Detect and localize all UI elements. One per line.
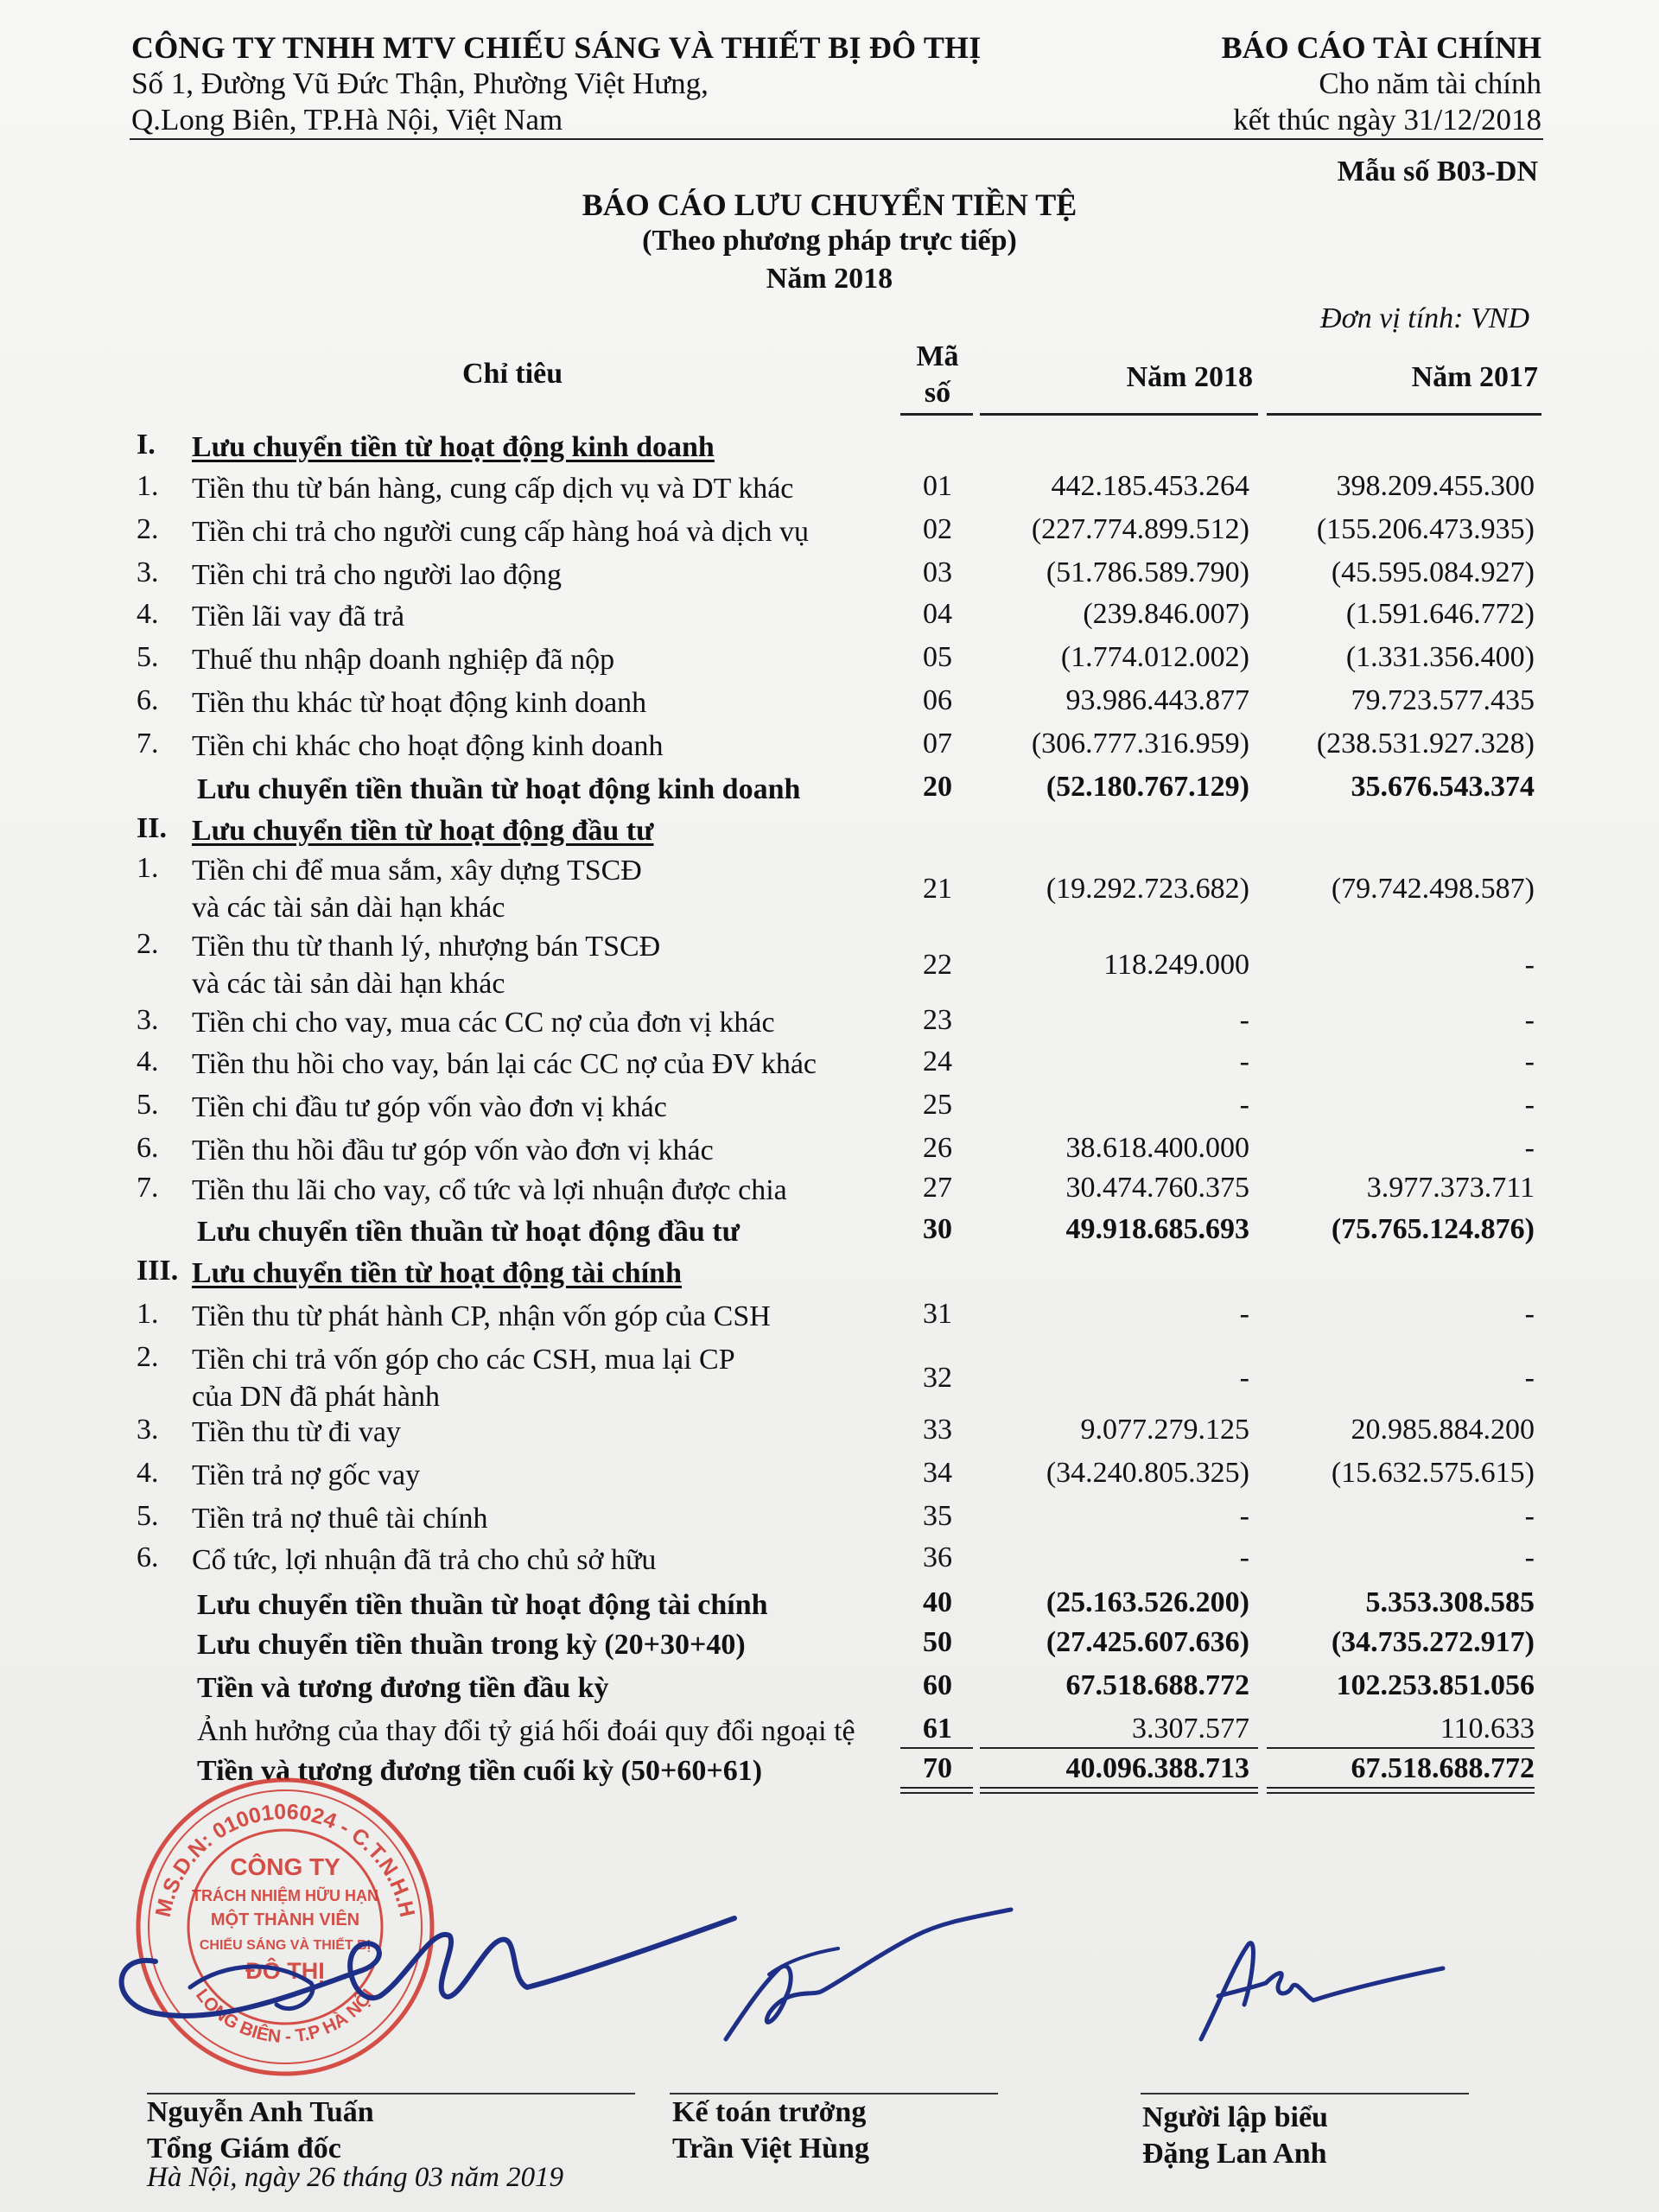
preparer-name: Đặng Lan Anh xyxy=(1142,2138,1327,2170)
row-label-line1: Tiền chi đầu tư góp vốn vào đơn vị khác xyxy=(192,1091,667,1123)
row-label-line1: Ảnh hưởng của thay đổi tỷ giá hối đoái quy đổi ngoại tệ xyxy=(197,1715,855,1747)
row-label-line1: Thuế thu nhập doanh nghiệp đã nộp xyxy=(192,644,615,676)
row-code: 36 xyxy=(923,1541,952,1573)
value-2017: 398.209.455.300 xyxy=(1336,470,1535,502)
report-period-line1: Cho năm tài chính xyxy=(1319,67,1541,100)
row-code: 31 xyxy=(923,1298,952,1330)
total-double-rule-2018-2 xyxy=(980,1792,1258,1794)
value-2018: - xyxy=(1239,1298,1249,1330)
value-2017: (79.742.498.587) xyxy=(1331,873,1535,905)
seal-bottom-text: LONG BIÊN - T.P HÀ NỘI xyxy=(192,1985,378,2047)
preparer-block xyxy=(1142,2100,1328,2172)
row-number: 3. xyxy=(137,556,159,588)
row-label-line2: và các tài sản dài hạn khác xyxy=(192,968,505,1000)
report-header xyxy=(1222,29,1541,138)
column-header-2018: Năm 2018 xyxy=(1126,361,1253,393)
column-header-2017: Năm 2017 xyxy=(1411,361,1538,393)
report-period-line2: kết thúc ngày 31/12/2018 xyxy=(1233,103,1541,137)
signing-date: Hà Nội, ngày 26 tháng 03 năm 2019 xyxy=(147,2162,564,2193)
currency-unit: Đơn vị tính: VND xyxy=(1320,302,1529,334)
statement-year: Năm 2018 xyxy=(766,263,893,295)
value-2017: - xyxy=(1524,1500,1535,1532)
row-label xyxy=(192,684,900,721)
director-name: Nguyễn Anh Tuấn xyxy=(147,2096,374,2128)
row-label xyxy=(192,1341,900,1415)
row-label xyxy=(197,1213,906,1250)
row-code: 02 xyxy=(923,513,952,545)
value-2017: - xyxy=(1524,1089,1535,1121)
row-code: 27 xyxy=(923,1172,952,1204)
value-2018: - xyxy=(1239,1500,1249,1532)
value-2017: (34.735.272.917) xyxy=(1331,1626,1535,1658)
total-double-rule-code-2 xyxy=(900,1792,973,1794)
row-code: 22 xyxy=(923,949,952,981)
value-2017: (45.595.084.927) xyxy=(1331,556,1535,588)
seal-ring-text: M.S.D.N: 0100106024 - C.T.N.H.H xyxy=(150,1799,420,1920)
row-number: 5. xyxy=(137,1089,159,1121)
seal-line3: MỘT THÀNH VIÊN xyxy=(210,1910,360,1929)
value-2018: (34.240.805.325) xyxy=(1046,1457,1249,1489)
row-label-line1: Tiền thu khác từ hoạt động kinh doanh xyxy=(192,687,647,719)
statement-method: (Theo phương pháp trực tiếp) xyxy=(642,225,1017,257)
row-label xyxy=(192,1132,900,1169)
row-label xyxy=(197,1669,906,1707)
value-2018: - xyxy=(1239,1362,1249,1394)
row-label xyxy=(192,728,900,765)
column-header-code xyxy=(899,339,976,411)
value-2017: - xyxy=(1524,1046,1535,1077)
preparer-signature xyxy=(1192,1901,1452,2056)
row-label-line1: Lưu chuyển tiền từ hoạt động đầu tư xyxy=(192,815,654,847)
row-label xyxy=(192,429,900,466)
value-2018: 38.618.400.000 xyxy=(1065,1132,1249,1164)
chief-accountant-signature xyxy=(709,1901,1037,2056)
value-2017: - xyxy=(1524,1362,1535,1394)
company-address-line2: Q.Long Biên, TP.Hà Nội, Việt Nam xyxy=(131,103,563,137)
value-2018: (239.846.007) xyxy=(1083,598,1249,630)
row-code: 03 xyxy=(923,556,952,588)
row-label xyxy=(192,1089,900,1126)
row-label xyxy=(192,1004,900,1041)
row-number: 5. xyxy=(137,641,159,673)
row-code: 34 xyxy=(923,1457,952,1489)
value-2018: (52.180.767.129) xyxy=(1046,771,1249,803)
row-number: 1. xyxy=(137,852,159,884)
row-label xyxy=(192,470,900,507)
value-2017: 20.985.884.200 xyxy=(1351,1414,1535,1446)
value-2018: - xyxy=(1239,1004,1249,1036)
row-label-line1: Lưu chuyển tiền thuần trong kỳ (20+30+40) xyxy=(197,1629,746,1661)
row-label xyxy=(192,1255,900,1292)
row-number: 6. xyxy=(137,1541,159,1573)
column-header-item: Chỉ tiêu xyxy=(462,358,563,390)
row-number: 3. xyxy=(137,1414,159,1446)
value-2017: (1.331.356.400) xyxy=(1345,641,1535,673)
column-header-code-line2: số xyxy=(924,377,951,409)
value-2018: (227.774.899.512) xyxy=(1031,513,1249,545)
value-2017: - xyxy=(1524,949,1535,981)
row-label xyxy=(192,852,900,926)
row-code: 70 xyxy=(923,1752,952,1784)
row-code: 01 xyxy=(923,470,952,502)
row-label-line1: Tiền chi khác cho hoạt động kinh doanh xyxy=(192,730,664,762)
row-number: 1. xyxy=(137,470,159,502)
row-code: 50 xyxy=(923,1626,952,1658)
row-label-line1: Tiền trả nợ thuê tài chính xyxy=(192,1503,488,1535)
value-2018: (27.425.607.636) xyxy=(1046,1626,1249,1658)
row-number: III. xyxy=(137,1255,179,1287)
value-2018: (1.774.012.002) xyxy=(1060,641,1249,673)
row-code: 20 xyxy=(923,771,952,803)
row-label xyxy=(192,598,900,635)
row-label-line1: Lưu chuyển tiền từ hoạt động tài chính xyxy=(192,1257,682,1289)
row-code: 04 xyxy=(923,598,952,630)
row-number: 1. xyxy=(137,1298,159,1330)
row-number: 2. xyxy=(137,1341,159,1373)
value-2017: 102.253.851.056 xyxy=(1336,1669,1535,1701)
row-number: 7. xyxy=(137,1172,159,1204)
row-label xyxy=(197,1586,906,1624)
value-2017: (1.591.646.772) xyxy=(1345,598,1535,630)
total-double-rule-2018-1 xyxy=(980,1787,1258,1789)
row-number: 4. xyxy=(137,598,159,630)
value-2017: - xyxy=(1524,1132,1535,1164)
value-2017: 5.353.308.585 xyxy=(1365,1586,1535,1618)
row-label xyxy=(192,1414,900,1451)
row-label-line1: Lưu chuyển tiền thuần từ hoạt động tài chính xyxy=(197,1589,768,1621)
accountant-name: Trần Việt Hùng xyxy=(672,2133,869,2164)
row-code: 61 xyxy=(923,1713,952,1745)
row-label-line1: Lưu chuyển tiền thuần từ hoạt động kinh doanh xyxy=(197,773,801,805)
value-2017: (155.206.473.935) xyxy=(1316,513,1535,545)
row-code: 23 xyxy=(923,1004,952,1036)
value-2017: - xyxy=(1524,1004,1535,1036)
value-2018: 30.474.760.375 xyxy=(1065,1172,1249,1204)
seal-line5: ĐÔ THỊ xyxy=(245,1958,325,1984)
value-2018: 49.918.685.693 xyxy=(1065,1213,1249,1245)
row-code: 33 xyxy=(923,1414,952,1446)
director-block xyxy=(147,2094,374,2167)
row-label xyxy=(192,1172,900,1209)
value-2018: 118.249.000 xyxy=(1103,949,1249,981)
row-code: 32 xyxy=(923,1362,952,1394)
header-divider xyxy=(130,138,1543,140)
row-number: 5. xyxy=(137,1500,159,1532)
company-name: CÔNG TY TNHH MTV CHIẾU SÁNG VÀ THIẾT BỊ ĐÔ THỊ xyxy=(131,30,982,65)
row-label-line1: Tiền chi trả cho người lao động xyxy=(192,559,562,591)
value-2017: (15.632.575.615) xyxy=(1331,1457,1535,1489)
value-2018: (25.163.526.200) xyxy=(1046,1586,1249,1618)
company-address-line1: Số 1, Đường Vũ Đức Thận, Phường Việt Hưng, xyxy=(131,67,709,100)
total-double-rule-2017-2 xyxy=(1267,1792,1535,1794)
row-code: 30 xyxy=(923,1213,952,1245)
preparer-signature-line xyxy=(1141,2093,1469,2094)
column-underline-2018 xyxy=(980,413,1258,416)
row-label xyxy=(192,928,900,1002)
row-number: 6. xyxy=(137,1132,159,1164)
row-label xyxy=(197,1713,906,1750)
row-label xyxy=(197,771,906,808)
row-number: 2. xyxy=(137,513,159,545)
row-number: 2. xyxy=(137,928,159,960)
row-code: 25 xyxy=(923,1089,952,1121)
row-label-line1: Tiền và tương đương tiền đầu kỳ xyxy=(197,1672,609,1704)
value-2018: 3.307.577 xyxy=(1132,1713,1249,1745)
row-label xyxy=(192,513,900,550)
subtotal-rule-2018 xyxy=(980,1747,1258,1749)
value-2017: 110.633 xyxy=(1440,1713,1535,1745)
row-code: 21 xyxy=(923,873,952,905)
value-2018: (19.292.723.682) xyxy=(1046,873,1249,905)
value-2017: 79.723.577.435 xyxy=(1351,684,1535,716)
statement-title: BÁO CÁO LƯU CHUYỂN TIỀN TỆ xyxy=(582,188,1077,222)
form-number: Mẫu số B03-DN xyxy=(1337,156,1538,188)
director-signature xyxy=(104,1858,760,2056)
value-2018: - xyxy=(1239,1046,1249,1077)
row-label-line1: Tiền thu từ bán hàng, cung cấp dịch vụ và DT khác xyxy=(192,473,794,505)
value-2017: 3.977.373.711 xyxy=(1366,1172,1535,1204)
column-header-code-line1: Mã xyxy=(916,340,959,372)
row-label xyxy=(192,812,900,849)
value-2018: 67.518.688.772 xyxy=(1065,1669,1249,1701)
row-label-line1: Tiền thu từ đi vay xyxy=(192,1416,401,1448)
value-2017: 35.676.543.374 xyxy=(1351,771,1535,803)
director-title: Tổng Giám đốc xyxy=(147,2133,341,2164)
value-2017: - xyxy=(1524,1298,1535,1330)
row-code: 26 xyxy=(923,1132,952,1164)
value-2018: - xyxy=(1239,1541,1249,1573)
seal-line4: CHIẾU SÁNG VÀ THIẾT BỊ xyxy=(199,1938,372,1953)
row-code: 05 xyxy=(923,641,952,673)
column-underline-2017 xyxy=(1267,413,1541,416)
row-label-line1: Tiền lãi vay đã trả xyxy=(192,601,405,632)
accountant-block xyxy=(672,2094,869,2167)
row-label-line2: của DN đã phát hành xyxy=(192,1381,441,1413)
value-2017: - xyxy=(1524,1541,1535,1573)
value-2018: 93.986.443.877 xyxy=(1065,684,1249,716)
row-label-line1: Lưu chuyển tiền từ hoạt động kinh doanh xyxy=(192,431,715,463)
row-number: 4. xyxy=(137,1457,159,1489)
value-2018: 40.096.388.713 xyxy=(1065,1752,1249,1784)
value-2017: (75.765.124.876) xyxy=(1331,1213,1535,1245)
row-code: 06 xyxy=(923,684,952,716)
row-number: 4. xyxy=(137,1046,159,1077)
subtotal-rule-2017 xyxy=(1267,1747,1535,1749)
row-number: II. xyxy=(137,812,167,844)
value-2018: 442.185.453.264 xyxy=(1051,470,1249,502)
row-code: 40 xyxy=(923,1586,952,1618)
row-label-line1: Tiền và tương đương tiền cuối kỳ (50+60+61) xyxy=(197,1755,763,1787)
row-code: 24 xyxy=(923,1046,952,1077)
preparer-title: Người lập biểu xyxy=(1142,2101,1328,2133)
row-label xyxy=(192,1046,900,1083)
column-underline-code xyxy=(900,413,973,416)
row-label-line1: Tiền chi để mua sắm, xây dựng TSCĐ xyxy=(192,855,642,887)
row-label xyxy=(192,641,900,678)
row-label-line1: Tiền thu từ thanh lý, nhượng bán TSCĐ xyxy=(192,931,661,963)
row-label-line1: Tiền chi trả cho người cung cấp hàng hoá và dịch vụ xyxy=(192,516,810,548)
value-2018: (306.777.316.959) xyxy=(1031,728,1249,760)
row-code: 07 xyxy=(923,728,952,760)
row-label-line1: Tiền thu hồi đầu tư góp vốn vào đơn vị khác xyxy=(192,1135,714,1166)
total-double-rule-2017-1 xyxy=(1267,1787,1535,1789)
row-code: 35 xyxy=(923,1500,952,1532)
value-2017: 67.518.688.772 xyxy=(1351,1752,1535,1784)
row-label-line1: Tiền thu hồi cho vay, bán lại các CC nợ của ĐV khác xyxy=(192,1048,817,1080)
row-label xyxy=(192,1457,900,1494)
row-label-line1: Tiền chi cho vay, mua các CC nợ của đơn vị khác xyxy=(192,1007,775,1039)
total-double-rule-code-1 xyxy=(900,1787,973,1789)
company-header xyxy=(131,29,981,138)
value-2017: (238.531.927.328) xyxy=(1316,728,1535,760)
row-label-line1: Cổ tức, lợi nhuận đã trả cho chủ sở hữu xyxy=(192,1544,657,1576)
row-label xyxy=(192,1500,900,1537)
report-type: BÁO CÁO TÀI CHÍNH xyxy=(1221,30,1541,65)
row-label-line1: Tiền trả nợ gốc vay xyxy=(192,1459,421,1491)
row-label-line1: Tiền chi trả vốn góp cho các CSH, mua lại CP xyxy=(192,1344,735,1376)
row-code: 60 xyxy=(923,1669,952,1701)
row-label xyxy=(192,1541,900,1579)
row-label-line1: Tiền thu từ phát hành CP, nhận vốn góp của CSH xyxy=(192,1300,771,1332)
value-2018: - xyxy=(1239,1089,1249,1121)
subtotal-rule-code xyxy=(900,1747,973,1749)
value-2018: 9.077.279.125 xyxy=(1080,1414,1249,1446)
row-label xyxy=(197,1626,906,1663)
row-label-line2: và các tài sản dài hạn khác xyxy=(192,892,505,924)
row-label-line1: Lưu chuyển tiền thuần từ hoạt động đầu tư xyxy=(197,1216,741,1248)
row-number: I. xyxy=(137,429,156,461)
row-number: 7. xyxy=(137,728,159,760)
row-number: 6. xyxy=(137,684,159,716)
seal-line1: CÔNG TY xyxy=(230,1853,340,1880)
row-number: 3. xyxy=(137,1004,159,1036)
value-2018: (51.786.589.790) xyxy=(1046,556,1249,588)
row-label xyxy=(192,1298,900,1335)
row-label xyxy=(192,556,900,594)
accountant-title: Kế toán trưởng xyxy=(672,2096,867,2128)
row-label-line1: Tiền thu lãi cho vay, cổ tức và lợi nhuận được chia xyxy=(192,1174,787,1206)
seal-line2: TRÁCH NHIỆM HỮU HẠN xyxy=(192,1887,378,1904)
